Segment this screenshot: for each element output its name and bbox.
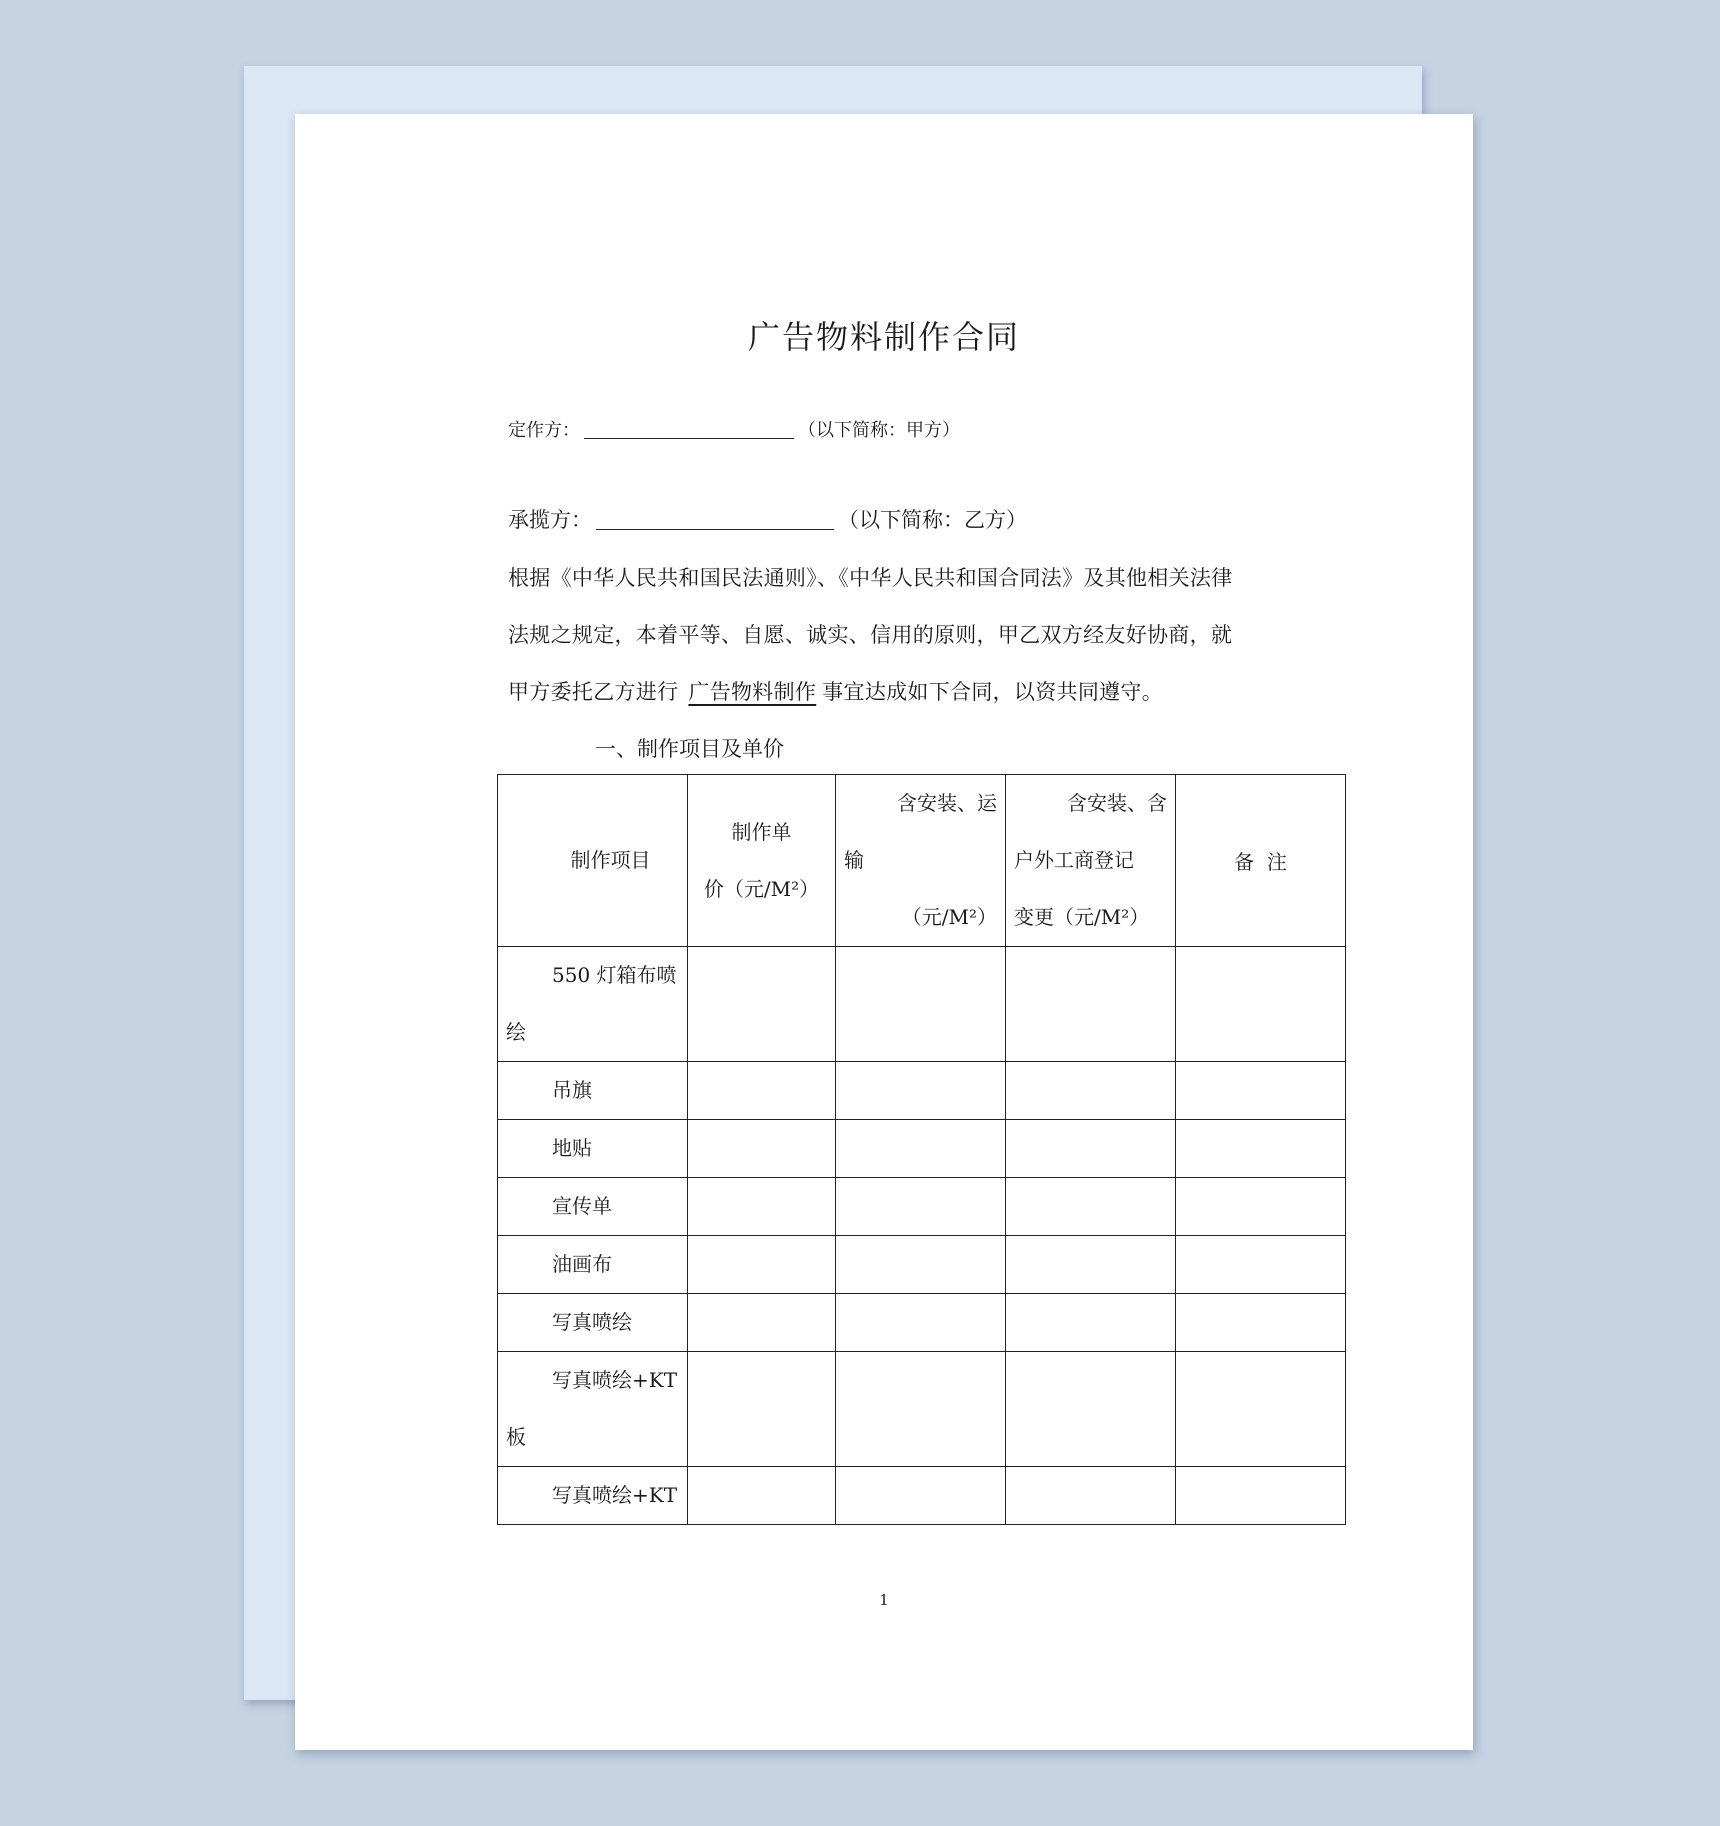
item-cell: 写真喷绘+KT 板 xyxy=(498,1352,688,1467)
table-row xyxy=(498,947,1346,1062)
install-registration-cell[interactable] xyxy=(1006,1467,1176,1525)
preamble-line-3-start: 甲方委托乙方进行 xyxy=(508,680,679,704)
section-1-title: 一、制作项目及单价 xyxy=(595,737,784,761)
remarks-cell[interactable] xyxy=(1176,1294,1346,1352)
install-registration-cell[interactable] xyxy=(1006,947,1176,1062)
unit-price-cell[interactable] xyxy=(688,1236,836,1294)
item-cell: 宣传单 xyxy=(498,1178,688,1236)
header-unit-price: 制作单 价（元/M²） xyxy=(688,775,836,947)
table-header-row xyxy=(498,775,1346,947)
party-a-blank-field[interactable] xyxy=(584,420,794,439)
install-registration-cell[interactable] xyxy=(1006,1352,1176,1467)
install-transport-cell[interactable] xyxy=(836,1352,1006,1467)
install-registration-cell[interactable] xyxy=(1006,1120,1176,1178)
unit-price-cell[interactable] xyxy=(688,1467,836,1525)
items-price-table xyxy=(497,774,1346,1525)
item-cell: 吊旗 xyxy=(498,1062,688,1120)
header-item: 制作项目 xyxy=(498,775,688,947)
remarks-cell[interactable] xyxy=(1176,1236,1346,1294)
install-registration-cell[interactable] xyxy=(1006,1062,1176,1120)
unit-price-cell[interactable] xyxy=(688,947,836,1062)
document-page xyxy=(295,114,1473,1750)
table-row xyxy=(498,1294,1346,1352)
install-transport-cell[interactable] xyxy=(836,1294,1006,1352)
table-row xyxy=(498,1178,1346,1236)
remarks-cell[interactable] xyxy=(1176,1120,1346,1178)
header-remarks: 备 注 xyxy=(1176,775,1346,947)
project-name-underlined: 广告物料制作 xyxy=(688,680,817,704)
install-transport-cell[interactable] xyxy=(836,947,1006,1062)
preamble-line-3 xyxy=(508,676,1163,706)
preamble-line-1: 根据《中华人民共和国民法通则》、《中华人民共和国合同法》及其他相关法律 xyxy=(508,566,1233,590)
table-row xyxy=(498,1236,1346,1294)
party-b-suffix: （以下简称：乙方） xyxy=(838,508,1027,532)
install-transport-cell[interactable] xyxy=(836,1178,1006,1236)
remarks-cell[interactable] xyxy=(1176,1352,1346,1467)
install-registration-cell[interactable] xyxy=(1006,1294,1176,1352)
party-a-line xyxy=(508,416,960,442)
item-cell: 油画布 xyxy=(498,1236,688,1294)
party-a-suffix: （以下简称：甲方） xyxy=(798,420,960,441)
item-cell: 写真喷绘 xyxy=(498,1294,688,1352)
party-b-line xyxy=(508,504,1027,534)
remarks-cell[interactable] xyxy=(1176,1062,1346,1120)
header-install-registration: 含安装、含 户外工商登记 变更（元/M²） xyxy=(1006,775,1176,947)
page-number: 1 xyxy=(879,1591,889,1609)
party-b-label: 承揽方： xyxy=(508,508,592,532)
unit-price-cell[interactable] xyxy=(688,1178,836,1236)
unit-price-cell[interactable] xyxy=(688,1294,836,1352)
table-row xyxy=(498,1467,1346,1525)
remarks-cell[interactable] xyxy=(1176,1178,1346,1236)
table-row xyxy=(498,1352,1346,1467)
table-row xyxy=(498,1062,1346,1120)
preamble-line-2: 法规之规定，本着平等、自愿、诚实、信用的原则，甲乙双方经友好协商，就 xyxy=(508,623,1233,647)
item-cell: 地贴 xyxy=(498,1120,688,1178)
install-transport-cell[interactable] xyxy=(836,1120,1006,1178)
install-registration-cell[interactable] xyxy=(1006,1236,1176,1294)
unit-price-cell[interactable] xyxy=(688,1120,836,1178)
install-transport-cell[interactable] xyxy=(836,1062,1006,1120)
install-transport-cell[interactable] xyxy=(836,1236,1006,1294)
install-transport-cell[interactable] xyxy=(836,1467,1006,1525)
unit-price-cell[interactable] xyxy=(688,1352,836,1467)
item-cell: 写真喷绘+KT xyxy=(498,1467,688,1525)
party-a-label: 定作方： xyxy=(508,420,580,441)
item-cell: 550 灯箱布喷 绘 xyxy=(498,947,688,1062)
preamble-line-3-end: 事宜达成如下合同，以资共同遵守。 xyxy=(822,680,1164,704)
party-b-blank-field[interactable] xyxy=(596,509,834,530)
header-install-transport: 含安装、运 输 （元/M²） xyxy=(836,775,1006,947)
unit-price-cell[interactable] xyxy=(688,1062,836,1120)
table-row xyxy=(498,1120,1346,1178)
contract-title: 广告物料制作合同 xyxy=(747,318,1020,356)
install-registration-cell[interactable] xyxy=(1006,1178,1176,1236)
remarks-cell[interactable] xyxy=(1176,1467,1346,1525)
remarks-cell[interactable] xyxy=(1176,947,1346,1062)
